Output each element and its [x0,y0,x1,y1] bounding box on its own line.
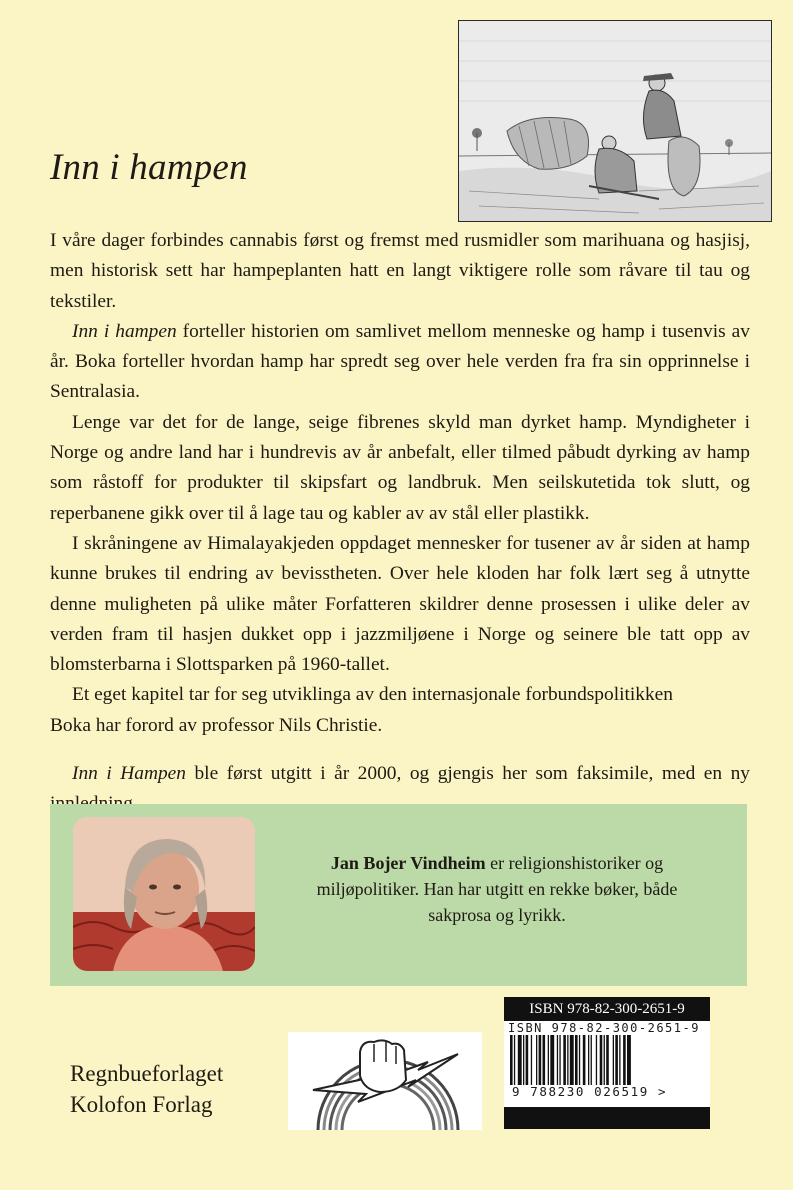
paragraph-3: Lenge var det for de lange, seige fibrenes skyld man dyrket hamp. Myndigheter i Norge og andre land har i hundrevis av år anbefalt, eller tilmed påbudt dyrking av hamp som råstoff for produkter til skipsfart og landbruk. Men seilskutetida tok slutt, og reperbanene gikk over til å lage tau og kabler av av stål eller plastikk. [50,411,750,524]
engraving-image [459,21,771,221]
paragraph-2-text: forteller historien om samlivet mellom menneske og hamp i tusenvis av år. Boka forteller hvordan hamp har spredt seg over hele verden fra fra sin opprinnelse i Sentralasia. [50,320,750,403]
author-photo [73,817,255,971]
paragraph-7-text: ble først utgitt i år 2000, og gjengis her som faksimile, med en ny [194,763,750,785]
book-title: Inn i hampen [50,147,248,188]
isbn-label: ISBN 978-82-300-2651-9 [504,997,710,1021]
publisher-1: Regnbueforlaget [70,1061,224,1086]
isbn-digits: 9 788230 026519 > [512,1084,668,1099]
publisher-2: Kolofon Forlag [70,1092,213,1117]
paragraph-6: Boka har forord av professor Nils Christie. [50,714,383,736]
fist-lightning-rainbow-icon [288,1032,482,1130]
paragraph-1: I våre dager forbindes cannabis først og fremst med rusmidler som marihuana og hasjisj, men historisk sett har hampeplanten hatt en langt viktigere rolle som råvare til tau og tekstiler. [50,230,750,312]
paragraph-4: I skråningene av Himalayakjeden oppdaget mennesker for tusener av år siden at hamp kunne brukes til endring av bevisstheten. Over hele kloden har folk lært seg å utnytte denne muligheten på ulike måter Forfatteren skildrer denne prosessen i ulike deler av verden fram til hasjen dukket opp i jazzmiljøene i Norge og seinere ble tatt opp av blomsterbarna i Slottsparken på 1960-tallet. [50,532,750,676]
author-bio [312,850,682,928]
isbn-mono-text: ISBN 978-82-300-2651-9 [508,1021,700,1035]
paragraph-2-title: Inn i hampen [72,320,177,342]
description-text [50,226,750,820]
publishers [70,1058,223,1120]
publisher-logo [288,1032,482,1130]
author-description: er religionshistoriker og miljøpolitiker. Han har utgitt en rekke bøker, både sakprosa og lyrikk. [316,853,678,925]
author-name: Jan Bojer Vindheim [330,853,486,873]
author-portrait-icon [73,817,255,971]
paragraph-7-title: Inn i Hampen [72,763,186,785]
author-box [50,804,747,986]
isbn-barcode [504,997,710,1129]
barcode-icon [504,1035,710,1085]
hemp-harvest-illustration [458,20,772,222]
barcode-bottom-band [504,1107,710,1129]
paragraph-2 [50,317,750,408]
paragraph-5: Et eget kapitel tar for seg utviklinga av den internasjonale forbundspolitikken [72,684,673,706]
